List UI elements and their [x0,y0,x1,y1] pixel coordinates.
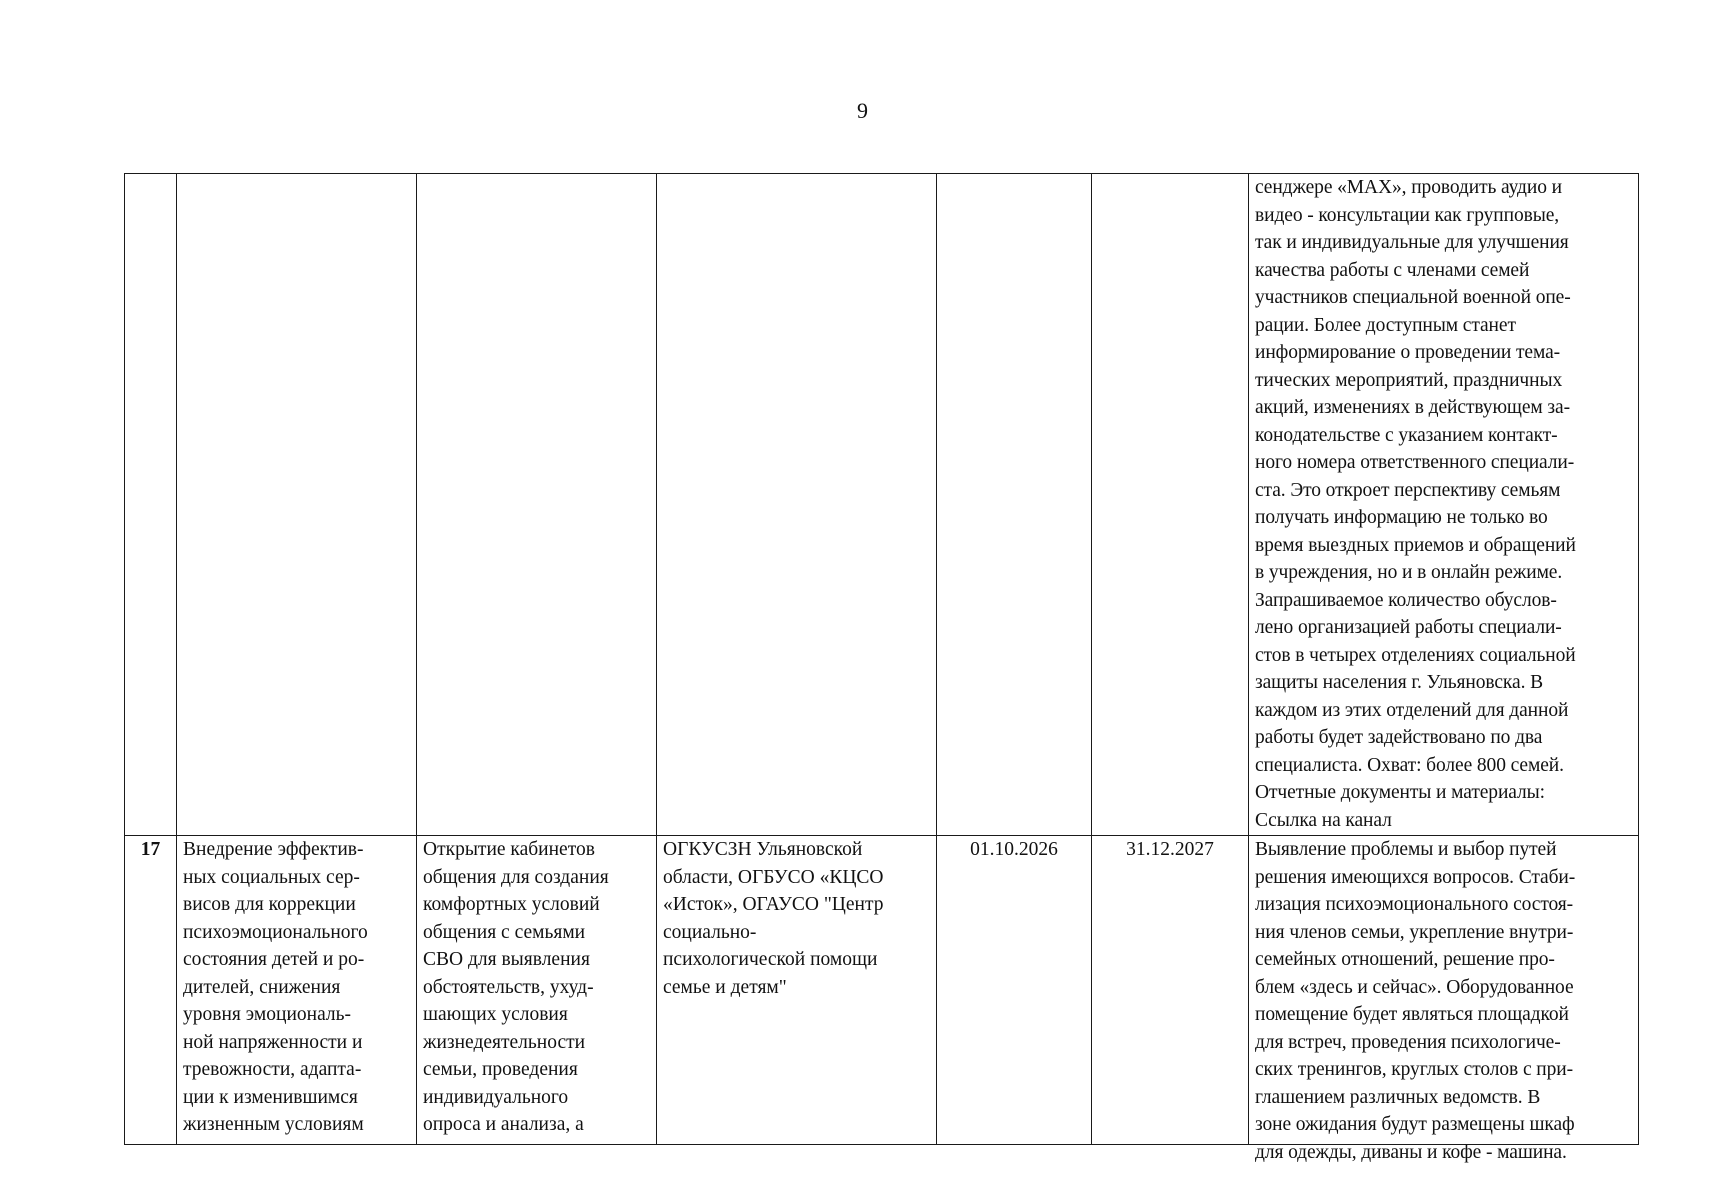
row-number-cell [125,174,177,836]
row-number-cell [125,836,177,1145]
result-cell [1249,174,1639,836]
action-cell [417,836,657,1145]
end-date-cell [1092,174,1249,836]
result-cell [1249,836,1639,1163]
measure-name-cell [177,174,417,836]
measure-name: Внедрение эффектив- ных социальных сер- висов для коррекции психоэмоционального состояния детей и ро- дителей, снижения уровня эмоциональ- ной напряженности и тревожности, адапта- ции к изменившимся жизненным условиям [183,839,368,1135]
table-row-17 [125,836,1639,1145]
measures-table [124,173,1639,1163]
start-date-cell [937,836,1092,1145]
end-date-cell [1092,836,1249,1145]
measure-name-cell [177,836,417,1145]
executor-cell [657,174,937,836]
start-date: 01.10.2026 [970,839,1058,860]
executor-cell [657,836,937,1145]
end-date: 31.12.2027 [1126,839,1214,860]
action-cell [417,174,657,836]
result-text: сенджере «MAX», проводить аудио и видео - консультации как групповые, так и индивидуальные для улучшения качества работы с членами семей участников специальной военной опе- рации. Более доступным станет информирование о проведении тема- тических мероприятий, праздничных акций, изменениях в действующем за- конодательстве с указанием контакт- ного номера ответственного специали- ста. Это откроет перспективу семьям получать информацию не только во время выездных приемов и обращений в учреждения, но и в онлайн режиме. Запрашиваемое количество обуслов- лено организацией работы специали- стов в четырех отделениях социальной защиты населения г. Ульяновска. В каждом из этих отделений для данной работы будет задействовано по два специалиста. Охват: более 800 семей. Отчетные документы и материалы: Ссылка на канал [1255,177,1576,831]
table-row-continuation [125,174,1639,836]
action-text: Открытие кабинетов общения для создания комфортных условий общения с семьями СВО для выявления обстоятельств, ухуд- шающих условия жизнедеятельности семьи, проведения индивидуального опроса и анализа, а [423,839,609,1135]
result-text: Выявление проблемы и выбор путей решения имеющихся вопросов. Стаби- лизация психоэмоционального состоя- ния членов семьи, укрепление внутри- семейных отношений, решение про- блем «здесь и сейчас». Оборудованное помещение будет являться площадкой для встреч, проведения психологиче- ских тренингов, круглых столов с при- глашением различных ведомств. В зоне ожидания будут размещены шкаф для одежды, диваны и кофе - машина. [1255,839,1576,1163]
page-number: 9 [857,98,868,123]
row-number: 17 [140,839,161,860]
start-date-cell [937,174,1092,836]
executor-text: ОГКУСЗН Ульяновской области, ОГБУСО «КЦСО «Исток», ОГАУСО "Центр социально- психологической помощи семье и детям" [663,839,884,998]
